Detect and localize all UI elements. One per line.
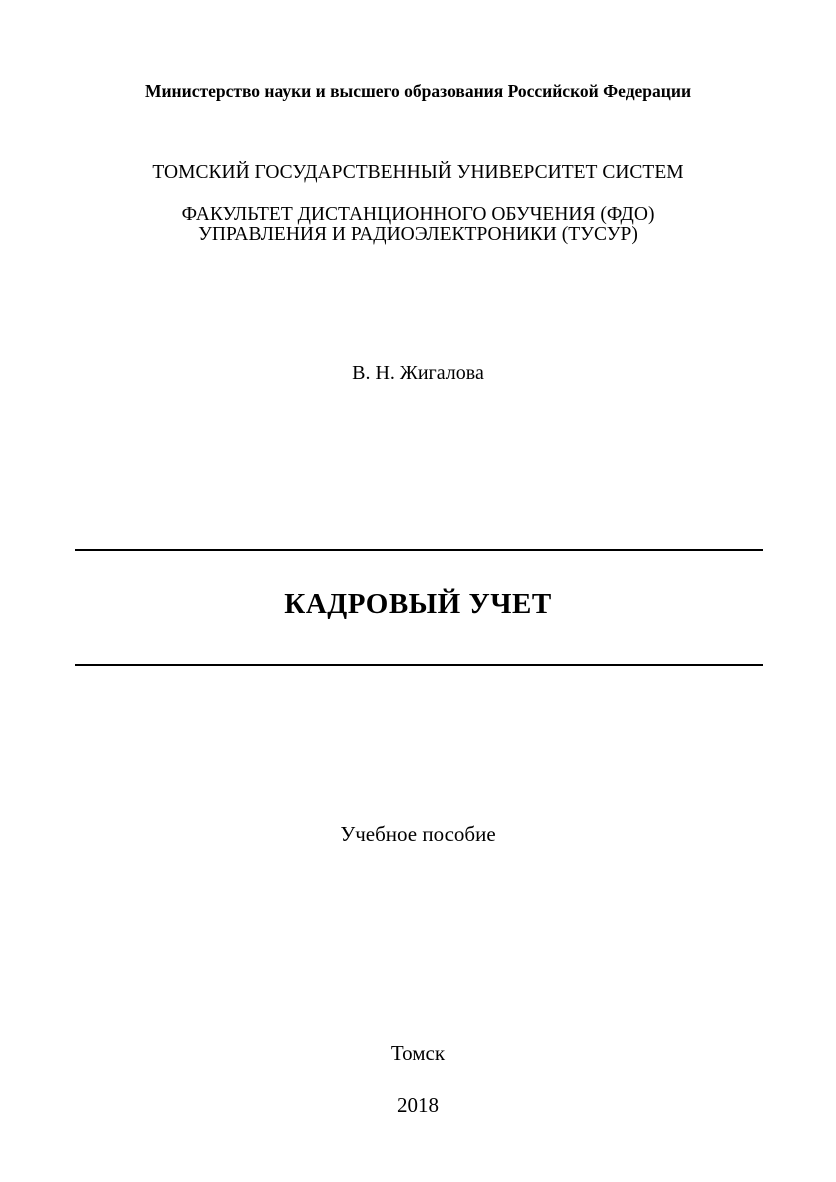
- university-name-line2: УПРАВЛЕНИЯ И РАДИОЭЛЕКТРОНИКИ (ТУСУР): [198, 224, 638, 245]
- ministry-line: Министерство науки и высшего образования Российской Федерации: [144, 81, 692, 101]
- edition-subtitle: Учебное пособие: [340, 822, 496, 846]
- book-title: КАДРОВЫЙ УЧЕТ: [284, 588, 552, 620]
- imprint: [0, 1014, 836, 1144]
- imprint-year: 2018: [397, 1093, 439, 1117]
- author-name: В. Н. Жигалова: [352, 362, 484, 384]
- imprint-city: Томск: [390, 1041, 446, 1065]
- faculty-line: ФАКУЛЬТЕТ ДИСТАНЦИОННОГО ОБУЧЕНИЯ (ФДО): [181, 204, 655, 225]
- university-name-line1: ТОМСКИЙ ГОСУДАРСТВЕННЫЙ УНИВЕРСИТЕТ СИСТЕМ: [152, 162, 684, 183]
- title-rule-top: [75, 549, 763, 551]
- title-rule-bottom: [75, 664, 763, 666]
